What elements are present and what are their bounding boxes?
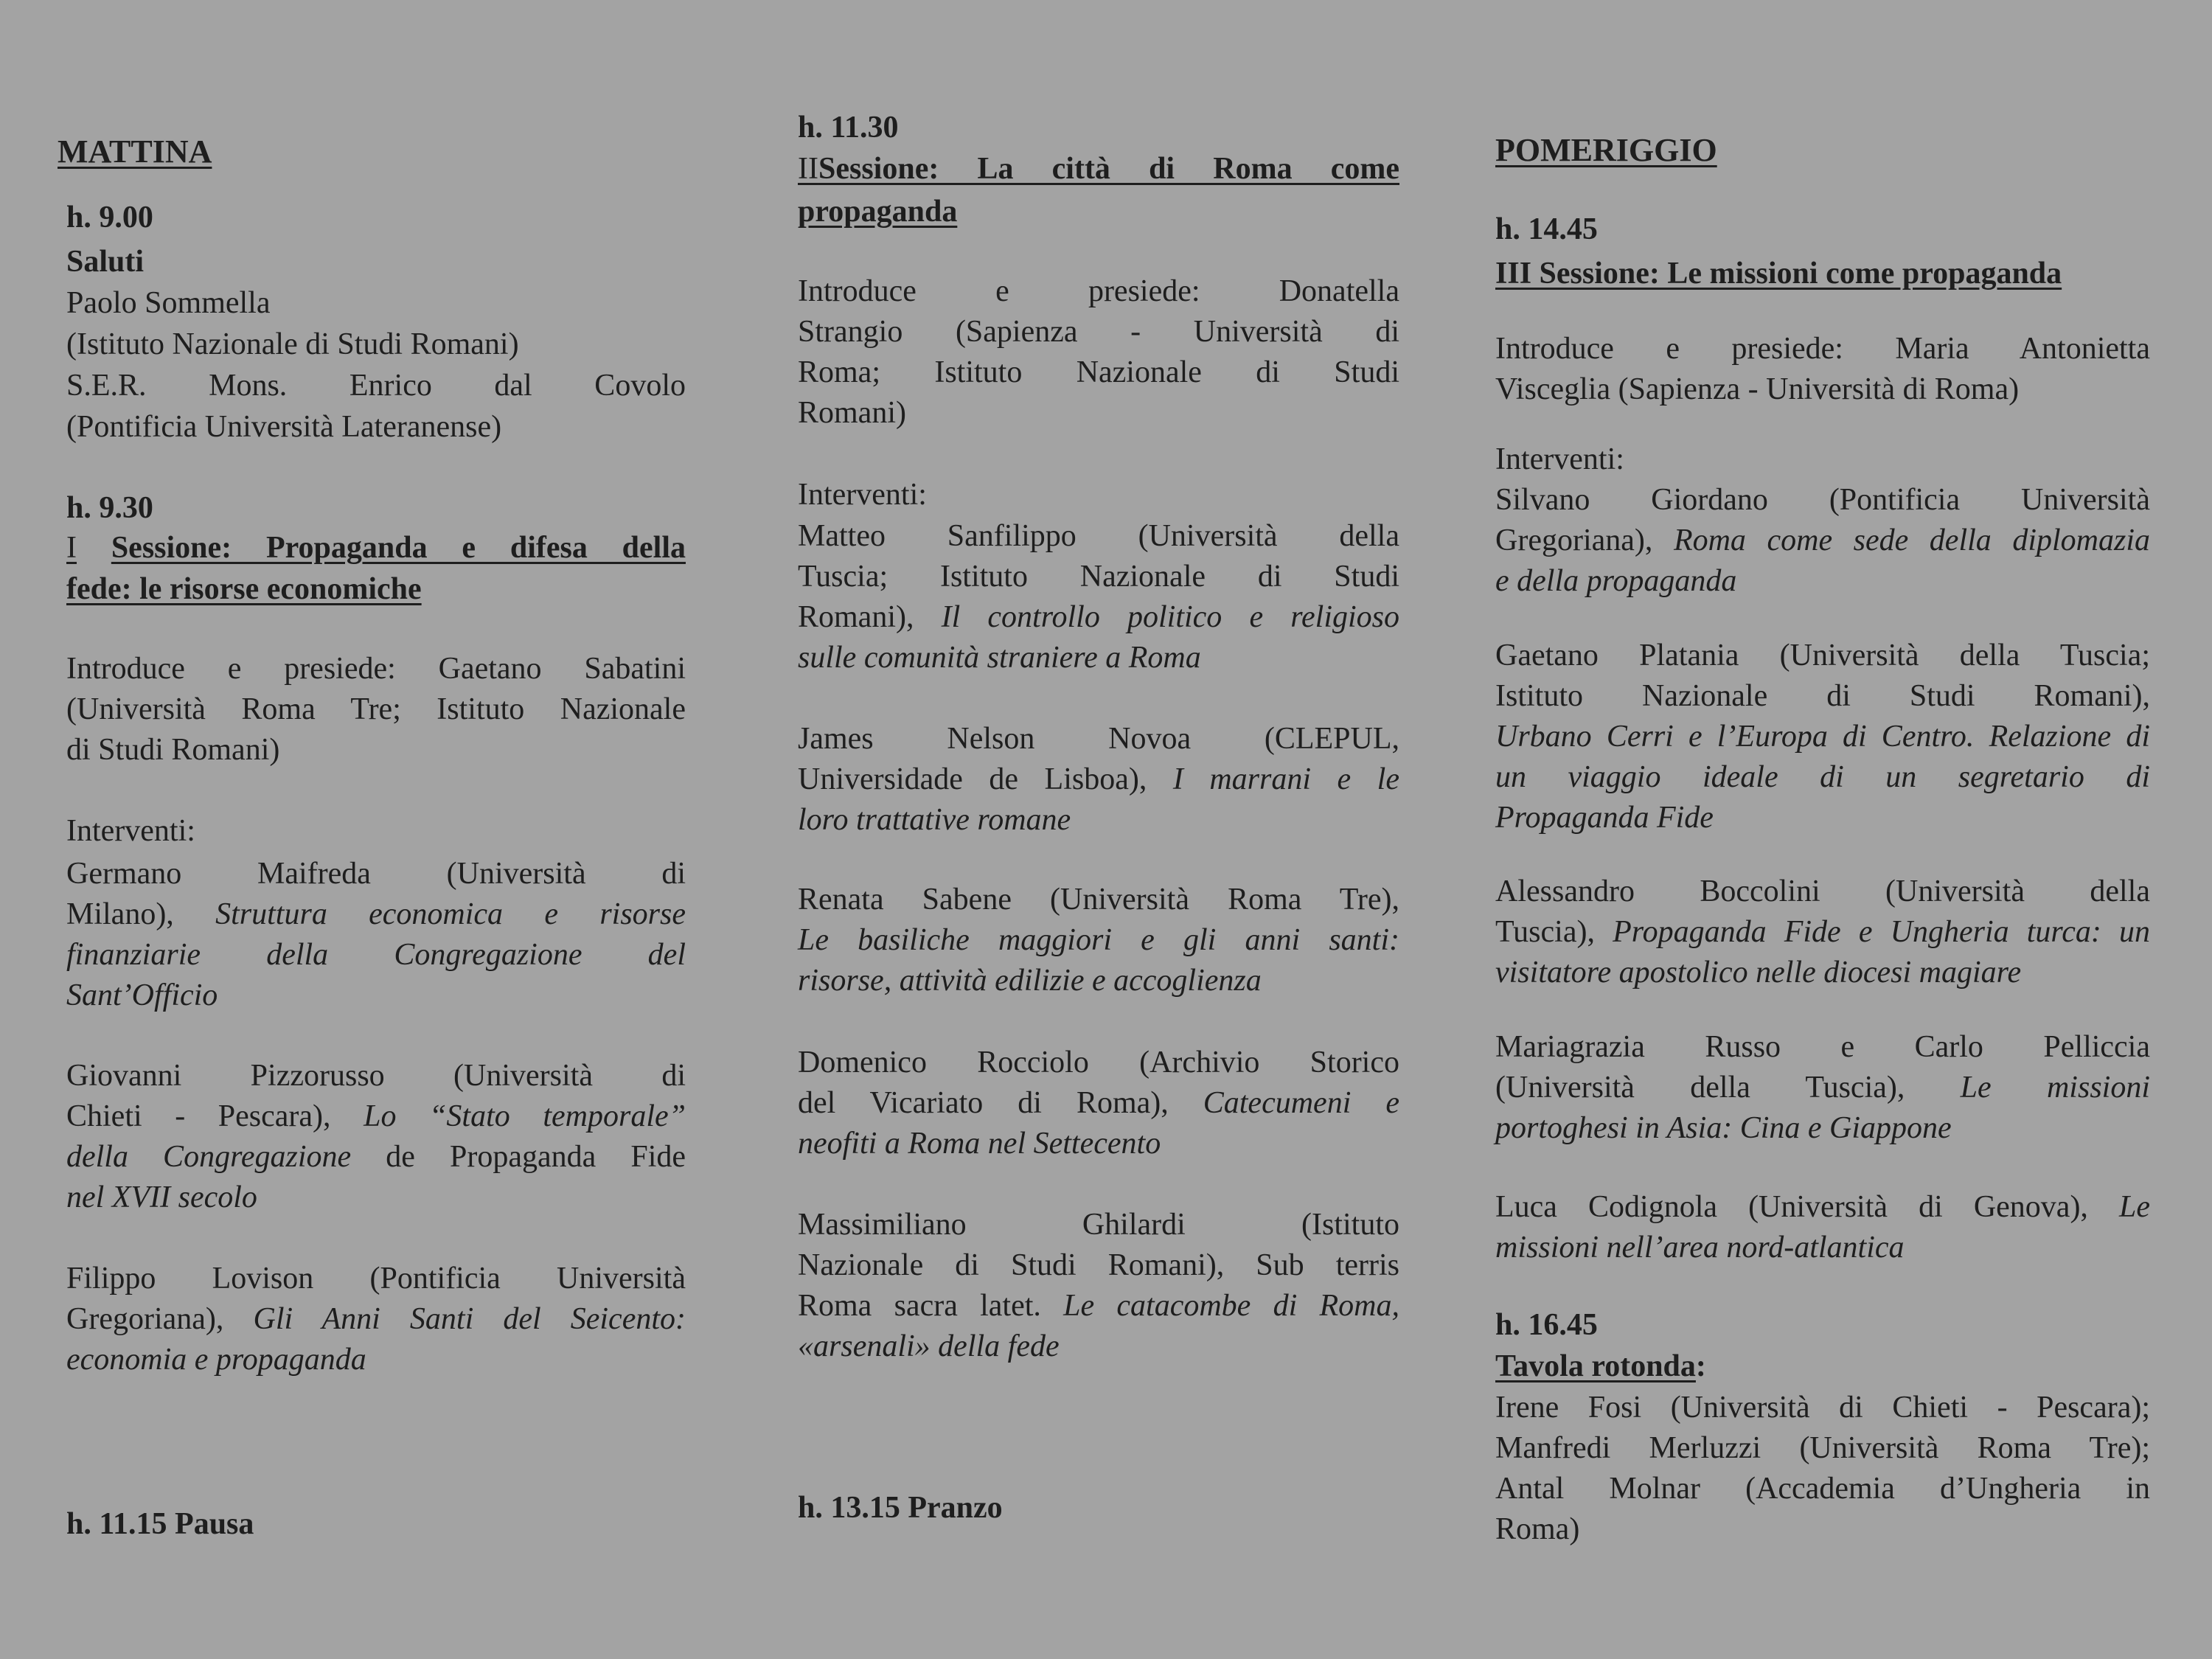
- talk-line: neofiti a Roma nel Settecento: [798, 1127, 1161, 1161]
- interventi-label: Interventi:: [1495, 442, 1624, 476]
- talk-line: Romani), Il controllo politico e religioso: [798, 600, 1400, 634]
- greeting-line: (Pontificia Università Lateranense): [66, 410, 502, 444]
- intro-line: Visceglia (Sapienza - Università di Roma): [1495, 372, 2020, 406]
- session-3-title: III Sessione: Le missioni come propaganda: [1495, 257, 2062, 291]
- talk-line: missioni nell’area nord-atlantica: [1495, 1231, 1905, 1265]
- interventi-label: Interventi:: [798, 478, 927, 512]
- talk-line: «arsenali» della fede: [798, 1329, 1060, 1363]
- talk-line: Universidade de Lisboa), I marrani e le: [798, 762, 1399, 796]
- time-1445: h. 14.45: [1495, 212, 1598, 246]
- talk-line: Sant’Officio: [66, 978, 218, 1012]
- time-1645: h. 16.45: [1495, 1308, 1598, 1342]
- talk-line: Le basiliche maggiori e gli anni santi:: [798, 923, 1399, 957]
- talk-line: (Università della Tuscia), Le missioni: [1495, 1071, 2150, 1105]
- intro-line: Strangio (Sapienza - Università di: [798, 315, 1399, 349]
- intro-line: di Studi Romani): [66, 733, 280, 767]
- talk-line: Tuscia; Istituto Nazionale di Studi: [798, 560, 1399, 594]
- talk-line: Filippo Lovison (Pontificia Università: [66, 1262, 686, 1295]
- round-table-title: Tavola rotonda:: [1495, 1349, 1706, 1383]
- talk-line: James Nelson Novoa (CLEPUL,: [798, 722, 1399, 756]
- session-1-number: I: [66, 531, 77, 565]
- session-2-title-cont: propaganda: [798, 195, 958, 229]
- talk-line: della Congregazione de Propaganda Fide: [66, 1140, 686, 1174]
- talk-line: Matteo Sanfilippo (Università della: [798, 519, 1399, 553]
- talk-line: Chieti - Pescara), Lo “Stato temporale”: [66, 1099, 686, 1133]
- intro-line: Introduce e presiede: Donatella: [798, 274, 1399, 308]
- intro-line: Roma; Istituto Nazionale di Studi: [798, 355, 1399, 389]
- talk-line: portoghesi in Asia: Cina e Giappone: [1495, 1111, 1952, 1145]
- talk-line: Gaetano Platania (Università della Tuscia;: [1495, 639, 2150, 672]
- talk-line: e della propaganda: [1495, 564, 1737, 598]
- session-2-title: [798, 149, 1399, 190]
- greeting-line: (Istituto Nazionale di Studi Romani): [66, 327, 519, 361]
- afternoon-header: POMERIGGIO: [1495, 132, 1717, 168]
- interventi-label: Interventi:: [66, 814, 195, 848]
- talk-line: finanziarie della Congregazione del: [66, 938, 686, 972]
- time-930: h. 9.30: [66, 491, 153, 525]
- round-table-line: Antal Molnar (Accademia d’Ungheria in: [1495, 1472, 2150, 1506]
- talk-line: Renata Sabene (Università Roma Tre),: [798, 883, 1399, 917]
- talk-line: Mariagrazia Russo e Carlo Pelliccia: [1495, 1030, 2150, 1064]
- round-table-line: Manfredi Merluzzi (Università Roma Tre);: [1495, 1431, 2150, 1465]
- talk-line: visitatore apostolico nelle diocesi magiare: [1495, 956, 2022, 990]
- talk-line: sulle comunità straniere a Roma: [798, 641, 1201, 675]
- talk-line: economia e propaganda: [66, 1343, 366, 1377]
- talk-line: Gregoriana), Roma come sede della diplomazia: [1495, 524, 2151, 557]
- talk-line: Luca Codignola (Università di Genova), Le: [1495, 1190, 2150, 1224]
- round-table-line: Roma): [1495, 1512, 1580, 1546]
- talk-line: Alessandro Boccolini (Università della: [1495, 874, 2150, 908]
- talk-line: Massimiliano Ghilardi (Istituto: [798, 1208, 1399, 1242]
- morning-header: MATTINA: [58, 133, 212, 170]
- intro-line: Introduce e presiede: Gaetano Sabatini: [66, 652, 686, 686]
- saluti-heading: Saluti: [66, 245, 145, 279]
- session-1-title-a: Sessione: Propaganda e difesa della: [111, 531, 686, 565]
- talk-line: Nazionale di Studi Romani), Sub terris: [798, 1248, 1399, 1282]
- pause-label: h. 11.15 Pausa: [66, 1507, 254, 1541]
- round-table-line: Irene Fosi (Università di Chieti - Pescara);: [1495, 1391, 2150, 1425]
- intro-line: (Università Roma Tre; Istituto Nazionale: [66, 692, 686, 726]
- lunch-label: h. 13.15 Pranzo: [798, 1491, 1003, 1525]
- talk-line: Domenico Rocciolo (Archivio Storico: [798, 1046, 1399, 1079]
- talk-line: Silvano Giordano (Pontificia Università: [1495, 483, 2150, 517]
- talk-line: Germano Maifreda (Università di: [66, 857, 686, 891]
- greeting-line: Paolo Sommella: [66, 286, 271, 320]
- intro-line: Romani): [798, 396, 906, 430]
- talk-line: Propaganda Fide: [1495, 801, 1714, 835]
- talk-line: Tuscia), Propaganda Fide e Ungheria turca: un: [1495, 915, 2150, 949]
- talk-line: Gregoriana), Gli Anni Santi del Seicento:: [66, 1302, 686, 1336]
- session-1-title: [66, 528, 686, 569]
- talk-line: nel XVII secolo: [66, 1180, 257, 1214]
- talk-line: un viaggio ideale di un segretario di: [1495, 760, 2150, 794]
- intro-line: Introduce e presiede: Maria Antonietta: [1495, 332, 2150, 366]
- time-1130: h. 11.30: [798, 111, 899, 145]
- time-900: h. 9.00: [66, 201, 153, 234]
- greeting-line: S.E.R. Mons. Enrico dal Covolo: [66, 369, 686, 403]
- talk-line: del Vicariato di Roma), Catecumeni e: [798, 1086, 1399, 1120]
- talk-line: Roma sacra latet. Le catacombe di Roma,: [798, 1289, 1399, 1323]
- session-1-title-cont: fede: le risorse economiche: [66, 572, 422, 606]
- talk-line: Giovanni Pizzorusso (Università di: [66, 1059, 686, 1093]
- talk-line: Urbano Cerri e l’Europa di Centro. Relazione di: [1495, 720, 2150, 754]
- session-2-number: II: [798, 152, 818, 186]
- talk-line: loro trattative romane: [798, 803, 1071, 837]
- talk-line: Milano), Struttura economica e risorse: [66, 897, 686, 931]
- talk-line: Istituto Nazionale di Studi Romani),: [1495, 679, 2150, 713]
- session-2-title-a: Sessione: La città di Roma come: [818, 152, 1399, 186]
- talk-line: risorse, attività edilizie e accoglienza: [798, 964, 1262, 998]
